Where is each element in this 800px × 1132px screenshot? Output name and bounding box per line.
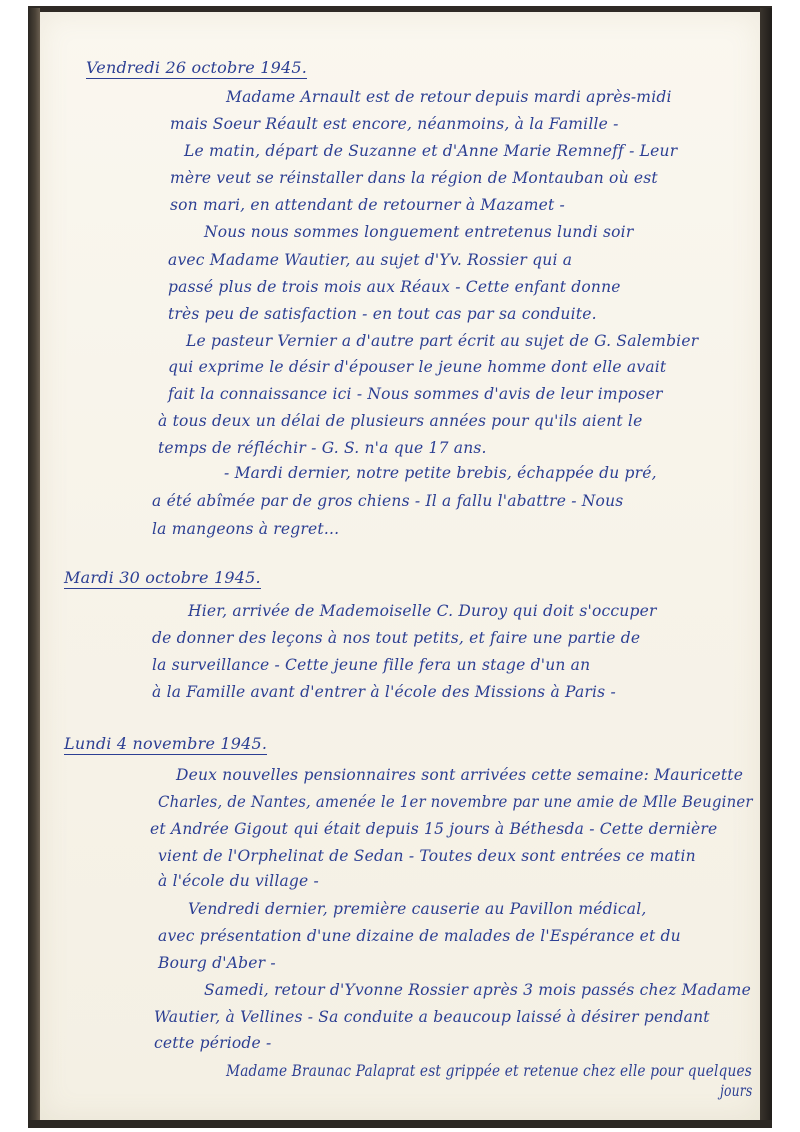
- entry-line: mère veut se réinstaller dans la région de Montauban où est: [170, 169, 658, 187]
- entry-date: Mardi 30 octobre 1945.: [64, 568, 261, 587]
- entry-line: Charles, de Nantes, amenée le 1er novembre par une amie de Mlle Beuginer: [158, 793, 753, 811]
- entry-line: jours: [720, 1082, 753, 1100]
- entry-line: Le matin, départ de Suzanne et d'Anne Marie Remneff - Leur: [184, 142, 678, 160]
- entry-line: de donner des leçons à nos tout petits, et faire une partie de: [152, 629, 641, 647]
- entry-line: Vendredi dernier, première causerie au Pavillon médical,: [188, 900, 647, 918]
- entry-line: a été abîmée par de gros chiens - Il a fallu l'abattre - Nous: [152, 492, 624, 510]
- entry-date: Vendredi 26 octobre 1945.: [86, 58, 308, 77]
- entry-line: fait la connaissance ici - Nous sommes d'avis de leur imposer: [168, 385, 663, 403]
- entry-line: Wautier, à Vellines - Sa conduite a beaucoup laissé à désirer pendant: [154, 1008, 710, 1026]
- entry-line: Le pasteur Vernier a d'autre part écrit au sujet de G. Salembier: [186, 332, 699, 350]
- entry-line: - Mardi dernier, notre petite brebis, échappée du pré,: [224, 464, 657, 482]
- entry-line: Bourg d'Aber -: [158, 954, 276, 972]
- entry-line: à la Famille avant d'entrer à l'école des Missions à Paris -: [152, 683, 616, 701]
- entry-line: avec Madame Wautier, au sujet d'Yv. Rossier qui a: [168, 251, 573, 269]
- binding-edge-right: [760, 8, 772, 1124]
- entry-line: à tous deux un délai de plusieurs années pour qu'ils aient le: [158, 412, 643, 430]
- binding-edge-bottom: [28, 1120, 772, 1128]
- entry-line: avec présentation d'une dizaine de malades de l'Espérance et du: [158, 927, 681, 945]
- entry-line: Madame Arnault est de retour depuis mardi après-midi: [226, 88, 672, 106]
- entry-line: très peu de satisfaction - en tout cas par sa conduite.: [168, 305, 597, 323]
- entry-line: vient de l'Orphelinat de Sedan - Toutes deux sont entrées ce matin: [158, 847, 696, 865]
- entry-line: temps de réfléchir - G. S. n'a que 17 ans.: [158, 439, 487, 457]
- entry-line: son mari, en attendant de retourner à Mazamet -: [170, 196, 565, 214]
- entry-line: Samedi, retour d'Yvonne Rossier après 3 mois passés chez Madame: [204, 981, 751, 999]
- entry-line: qui exprime le désir d'épouser le jeune homme dont elle avait: [168, 358, 667, 376]
- entry-line: la surveillance - Cette jeune fille fera un stage d'un an: [152, 656, 591, 674]
- entry-line: Madame Braunac Palaprat est grippée et retenue chez elle pour quelques: [226, 1062, 752, 1080]
- entry-line: et Andrée Gigout qui était depuis 15 jours à Béthesda - Cette dernière: [150, 820, 718, 838]
- entry-line: mais Soeur Réault est encore, néanmoins, à la Famille -: [170, 115, 619, 133]
- entry-line: la mangeons à regret...: [152, 520, 340, 538]
- binding-edge-left: [28, 8, 40, 1124]
- entry-line: à l'école du village -: [158, 872, 319, 890]
- entry-date: Lundi 4 novembre 1945.: [64, 734, 268, 753]
- entry-line: Deux nouvelles pensionnaires sont arrivées cette semaine: Mauricette: [176, 766, 744, 784]
- entry-line: Nous nous sommes longuement entretenus lundi soir: [204, 223, 634, 241]
- entry-line: cette période -: [154, 1034, 272, 1052]
- entry-line: passé plus de trois mois aux Réaux - Cette enfant donne: [168, 278, 621, 296]
- entry-line: Hier, arrivée de Mademoiselle C. Duroy qui doit s'occuper: [188, 602, 657, 620]
